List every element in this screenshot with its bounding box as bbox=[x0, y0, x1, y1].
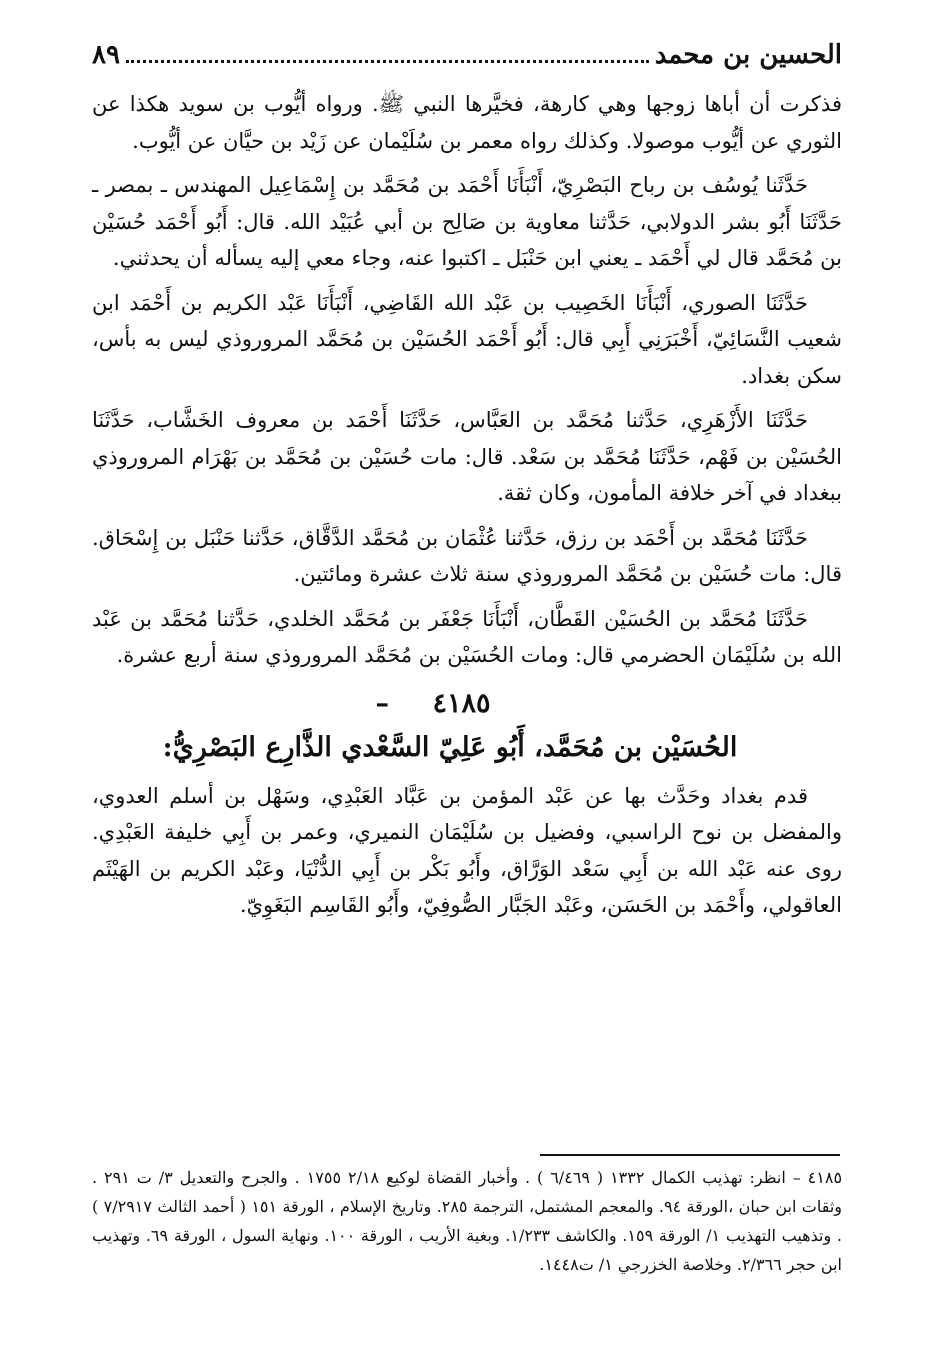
footnote-text: ٤١٨٥ – انظر: تهذيب الكمال ١٣٣٢ ( ٦/٤٦٩ ) . وأخبار القضاة لوكيع ٢/١٨ ١٧٥٥ . والجرح والتعديل ٣/ ت ٢٩١ . وثقات ابن حبان ،الورقة ٩٤. والمعجم المشتمل، الترجمة ٢٨٥. وتاريخ الإسلام ، الورقة ١٥١ ( أحمد الثالث ٧/٢٩١٧ ) . وتذهيب التهذيب ١/ الورقة ١٥٩. والكاشف ١/٢٣٣. وبغية الأريب ، الورقة ١٠٠. ونهاية السول ، الورقة ٦٩. وتهذيب ابن حجر ٢/٣٦٦. وخلاصة الخزرجي ١/ ت١٤٤٨. bbox=[92, 1168, 843, 1274]
entry-number: ٤١٨٥ bbox=[432, 687, 491, 719]
dotted-leader bbox=[126, 46, 649, 63]
entry-dash: – bbox=[375, 687, 390, 719]
main-text bbox=[92, 86, 842, 932]
paragraph: حَدَّثَنَا مُحَمَّد بن أَحْمَد بن رزق، حَدَّثنا عُثْمَان بن مُحَمَّد الدَّقَّاق، حَدَّثنا حَنْبَل بن إِسْحَاق. قال: مات حُسَيْن بن مُحَمَّد المروروذي سنة ثلاث عشرة ومائتين. bbox=[92, 525, 842, 586]
paragraph: فذكرت أن أباها زوجها وهي كارهة، فخيَّرها النبي ﷺ. ورواه أيُّوب بن سويد هكذا عن الثوري عن أيُّوب موصولا. وكذلك رواه معمر بن سُلَيْمان عن زَيْد بن حيَّان عن أيُّوب. bbox=[92, 92, 842, 153]
page-number: ٨٩ bbox=[92, 40, 120, 70]
running-header bbox=[92, 40, 842, 84]
paragraph: حَدَّثَنا يُوسُف بن رباح البَصْرِيّ، أَنْبَأَنَا أَحْمَد بن مُحَمَّد بن إِسْمَاعِيل المهندس ـ بمصر ـ حَدَّثَنَا أَبُو بشر الدولابي، حَدَّثنا معاوية بن صَالِح بن أبي عُبَيْد الله. قال: أَبُو أَحْمَد حُسَيْن بن مُحَمَّد قال لي أَحْمَد ـ يعني ابن حَنْبَل ـ اكتبوا عنه، وجاء معي إليه يسأله أن يحدثني. bbox=[92, 173, 843, 270]
footnote-rule bbox=[540, 1154, 840, 1156]
paragraph: حَدَّثَنَا الأَزْهَرِي، حَدَّثنا مُحَمَّد بن العَبَّاس، حَدَّثَنَا أَحْمَد بن معروف الخَشَّاب، حَدَّثَنَا الحُسَيْن بن فَهْم، حَدَّثَنَا مُحَمَّد بن سَعْد. قال: مات حُسَيْن بن مُحَمَّد بن بَهْرَام المروروذي ببغداد في آخر خلافة المأمون، وكان ثقة. bbox=[92, 408, 842, 505]
entry-heading bbox=[92, 682, 842, 770]
paragraph: حَدَّثَنَا مُحَمَّد بن الحُسَيْن القَطَّان، أَنْبَأَنَا جَعْفَر بن مُحَمَّد الخلدي، حَدَّثنا مُحَمَّد بن عَبْد الله بن سُلَيْمَان الحضرمي قال: ومات الحُسَيْن بن مُحَمَّد المروروذي سنة أربع عشرة. bbox=[92, 606, 842, 667]
paragraph: حَدَّثَنَا الصوري، أَنْبَأَنَا الخَصِيب بن عَبْد الله القَاضِي، أَنْبَأَنَا عَبْد الكريم بن أَحْمَد ابن شعيب النَّسَائِيّ، أَخْبَرَنِي أَبِي قال: أَبُو أَحْمَد الحُسَيْن بن مُحَمَّد المروروذي ليس به بأس، سكن بغداد. bbox=[92, 290, 842, 388]
paragraph: قدم بغداد وحَدَّث بها عن عَبْد المؤمن بن عَبَّاد العَبْدِي، وسَهْل بن أسلم العدوي، والمفضل بن نوح الراسبي، وفضيل بن سُلَيْمَان النميري، وعمر بن أَبِي خليفة العَبْدِي. روى عنه عَبْد الله بن أَبِي سَعْد الوَرَّاق، وأَبُو بَكْر بن أَبِي الدُّنْيَا، وعَبْد الكريم بن الهَيْثَم العاقولي، وأَحْمَد بن الحَسَن، وعَبْد الجَبَّار الصُّوفِيّ، وأَبُو القَاسِم البَغَوِيّ. bbox=[92, 783, 842, 917]
running-title: الحسين بن محمد bbox=[654, 40, 842, 70]
entry-name: الحُسَيْن بن مُحَمَّد، أَبُو عَلِيّ السَّعْدي الذَّارِع البَصْرِيُّ: bbox=[162, 731, 738, 763]
footnote bbox=[92, 1163, 842, 1279]
